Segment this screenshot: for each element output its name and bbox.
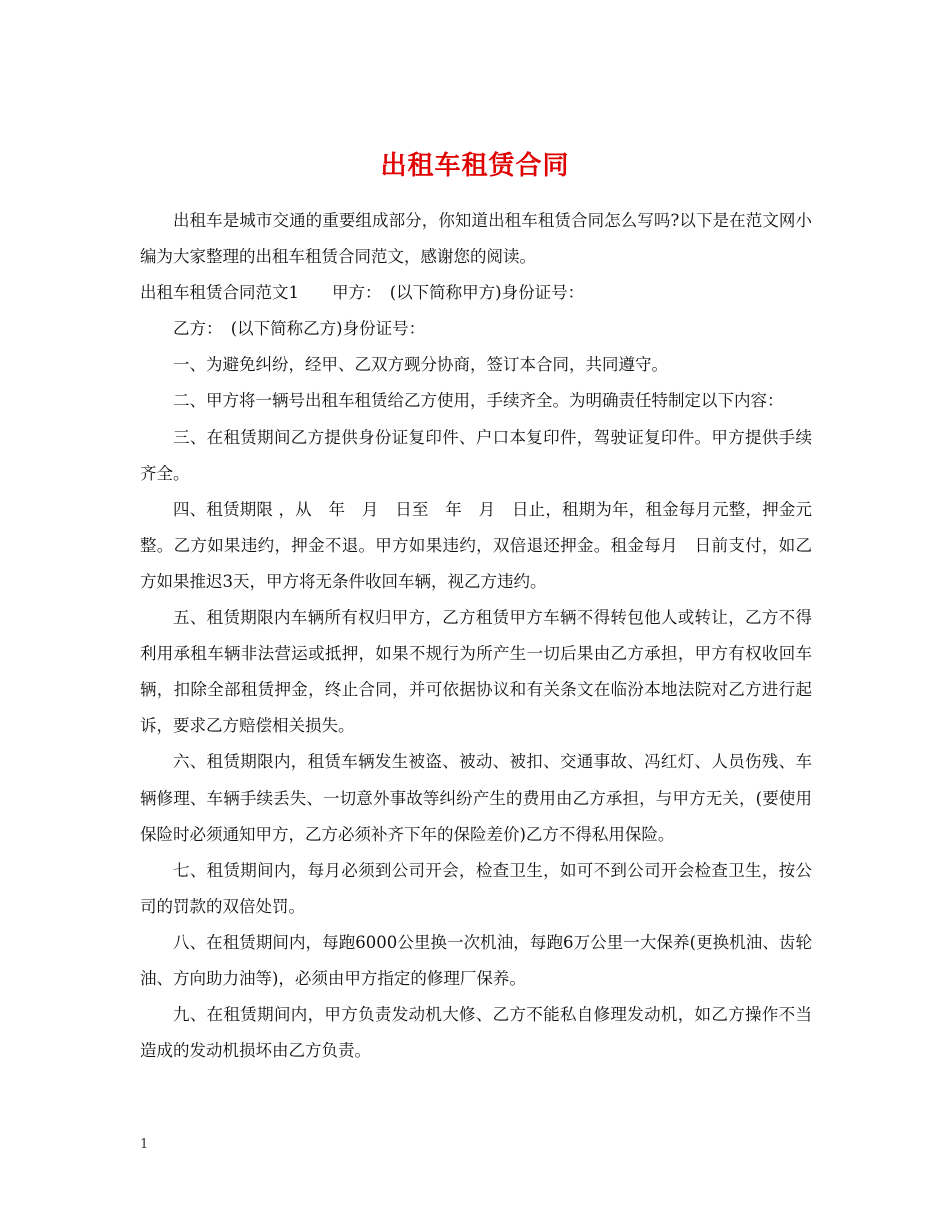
clause-9: 九、在租赁期间内，甲方负责发动机大修、乙方不能私自修理发动机，如乙方操作不当造成的发动机损坏由乙方负责。 [140, 1005, 812, 1061]
clause-1: 一、为避免纠纷，经甲、乙双方觋分协商，签订本合同，共同遵守。 [173, 355, 668, 375]
clause-8: 八、在租赁期间内，每跑6000公里换一次机油，每跑6万公里一大保养(更换机油、齿轮油、方向助力油等)，必须由甲方指定的修理厂保养。 [140, 932, 812, 988]
clause-2: 二、甲方将一辆号出租车租赁给乙方使用，手续齐全。为明确责任特制定以下内容： [173, 391, 784, 411]
paragraph-party-a: 出租车租赁合同范文1 甲方： (以下简称甲方)身份证号： [140, 283, 585, 303]
clause-3: 三、在租赁期间乙方提供身份证复印件、户口本复印件，驾驶证复印件。甲方提供手续齐全。 [140, 427, 812, 483]
clause-5: 五、租赁期限内车辆所有权归甲方，乙方租赁甲方车辆不得转包他人或转让，乙方不得利用承租车辆非法营运或抵押，如果不规行为所产生一切后果由乙方承担，甲方有权收回车辆，扣除全部租赁押金，终止合同，并可依据协议和有关条文在临汾本地法院对乙方进行起诉，要求乙方赔偿相关损失。 [140, 608, 812, 736]
clause-6: 六、租赁期限内，租赁车辆发生被盗、被动、被扣、交通事故、冯红灯、人员伤残、车辆修理、车辆手续丢失、一切意外事故等纠纷产生的费用由乙方承担，与甲方无关，(要使用保险时必须通知甲方，乙方必须补齐下年的保险差价)乙方不得私用保险。 [140, 752, 812, 844]
page-number: 1 [140, 1137, 149, 1152]
paragraph-intro: 出租车是城市交通的重要组成部分，你知道出租车租赁合同怎么写吗?以下是在范文网小编为大家整理的出租车租赁合同范文，感谢您的阅读。 [140, 211, 812, 267]
clause-4: 四、租赁期限 ，从 年 月 日至 年 月 日止，租期为年，租金每月元整，押金元整。乙方如果违约，押金不退。甲方如果违约，双倍退还押金。租金每月 日前支付，如乙方如果推迟3天，甲方将无条件收回车辆，视乙方违约。 [140, 499, 812, 591]
document-body [140, 203, 812, 1069]
document-title: 出租车租赁合同 [380, 151, 570, 182]
paragraph-party-b: 乙方： (以下简称乙方)身份证号： [173, 319, 426, 339]
clause-7: 七、租赁期间内，每月必须到公司开会，检查卫生，如可不到公司开会检查卫生，按公司的罚款的双倍处罚。 [140, 860, 812, 916]
